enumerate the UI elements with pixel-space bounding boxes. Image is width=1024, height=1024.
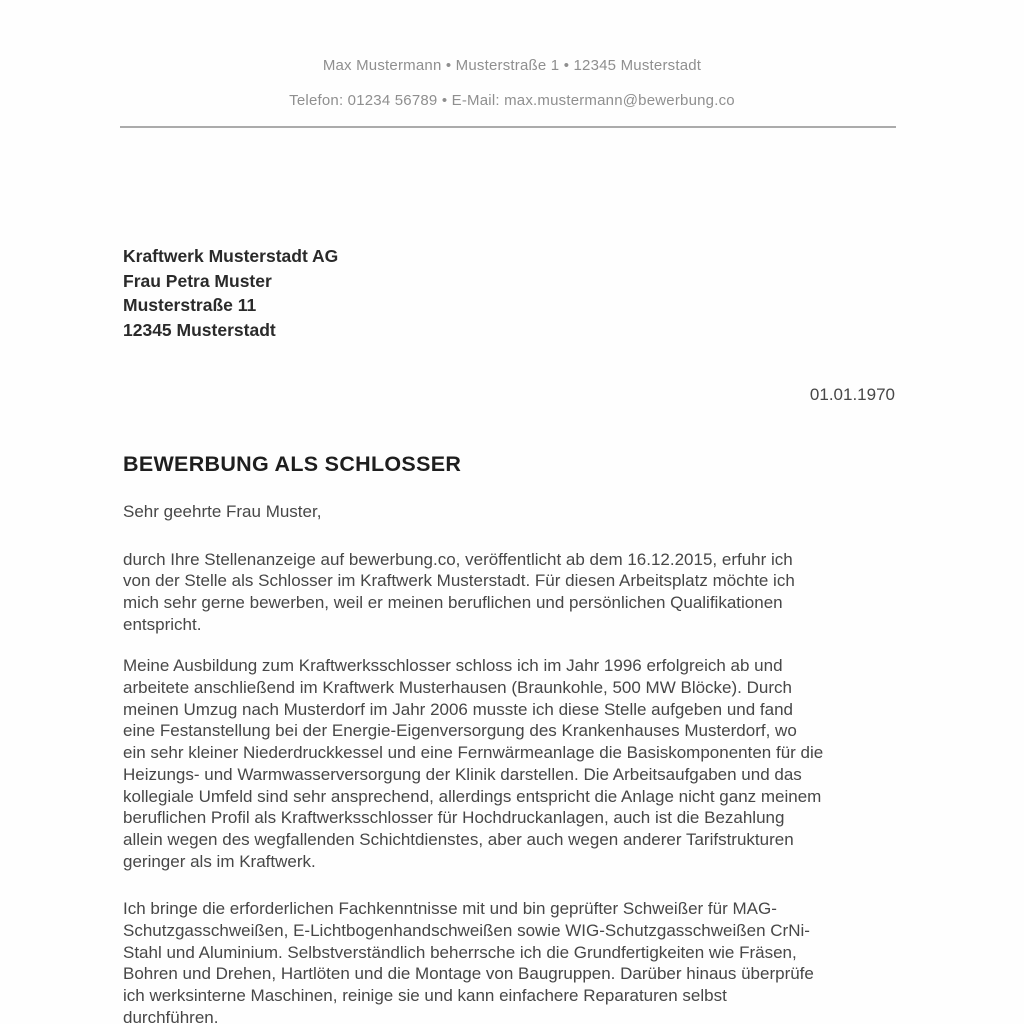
paragraph-line: durch Ihre Stellenanzeige auf bewerbung.co, veröffentlicht ab dem 16.12.2015, erfuhr ich	[123, 549, 793, 569]
paragraph-line: Heizungs- und Warmwasserversorgung der Klinik darstellen. Die Arbeitsaufgaben und das	[123, 764, 802, 784]
sender-line: Max Mustermann • Musterstraße 1 • 12345 Musterstadt	[322, 57, 702, 74]
paragraph-line: von der Stelle als Schlosser im Kraftwerk Musterstadt. Für diesen Arbeitsplatz möchte ich	[123, 571, 795, 591]
header-divider	[120, 126, 896, 128]
recipient-contact-person: Frau Petra Muster	[123, 270, 272, 291]
paragraph-line: arbeitete anschließend im Kraftwerk Musterhausen (Braunkohle, 500 MW Blöcke). Durch	[123, 678, 792, 698]
paragraph-line: entspricht.	[123, 614, 202, 634]
paragraph-line: Stahl und Aluminium. Selbstverständlich beherrsche ich die Grundfertigkeiten wie Fräsen,	[123, 942, 797, 962]
paragraph-line: kollegiale Umfeld sind sehr ansprechend, allerdings entspricht die Anlage nicht ganz meinem	[123, 786, 822, 806]
paragraph-line: geringer als im Kraftwerk.	[123, 851, 316, 871]
body-paragraph-3	[123, 898, 895, 1024]
letterhead	[0, 0, 1024, 128]
salutation: Sehr geehrte Frau Muster,	[123, 502, 322, 521]
letter-date: 01.01.1970	[809, 385, 895, 404]
paragraph-line: beruflichen Profil als Kraftwerksschlosser für Hochdruckanlagen, auch ist die Bezahlung	[123, 808, 785, 828]
paragraph-line: ich werksinterne Maschinen, reinige sie und kann einfachere Reparaturen selbst	[123, 986, 727, 1006]
recipient-address	[123, 244, 895, 342]
paragraph-line: eine Festanstellung bei der Energie-Eigenversorgung des Krankenhauses Musterdorf, wo	[123, 721, 797, 741]
paragraph-line: ein sehr kleiner Niederdruckkessel und eine Fernwärmeanlage die Basiskomponenten für die	[123, 743, 824, 763]
paragraph-line: Schutzgasschweißen, E-Lichtbogenhandschweißen sowie WIG-Schutzgasschweißen CrNi-	[123, 921, 810, 941]
paragraph-line: mich sehr gerne bewerben, weil er meinen beruflichen und persönlichen Qualifikationen	[123, 592, 783, 612]
paragraph-line: Bohren und Drehen, Hartlöten und die Montage von Baugruppen. Darüber hinaus überprüfe	[123, 964, 814, 984]
body-paragraph-1	[123, 549, 895, 636]
paragraph-line: allein wegen des wegfallenden Schichtdienstes, aber auch wegen anderer Tarifstrukturen	[123, 829, 794, 849]
paragraph-line: durchführen.	[123, 1007, 219, 1024]
recipient-company: Kraftwerk Musterstadt AG	[123, 246, 339, 266]
subject-heading: BEWERBUNG ALS SCHLOSSER	[123, 452, 462, 476]
recipient-city: 12345 Musterstadt	[123, 319, 276, 340]
body-paragraph-2	[123, 655, 895, 872]
recipient-street: Musterstraße 11	[123, 295, 257, 315]
letter-body	[123, 244, 895, 1024]
contact-line: Telefon: 01234 56789 • E-Mail: max.mustermann@bewerbung.co	[289, 92, 735, 109]
paragraph-line: Meine Ausbildung zum Kraftwerksschlosser schloss ich im Jahr 1996 erfolgreich ab und	[123, 656, 783, 676]
paragraph-line: Ich bringe die erforderlichen Fachkenntnisse mit und bin geprüfter Schweißer für MAG-	[123, 899, 777, 919]
paragraph-line: meinen Umzug nach Musterdorf im Jahr 2006 musste ich diese Stelle aufgeben und fand	[123, 699, 793, 719]
